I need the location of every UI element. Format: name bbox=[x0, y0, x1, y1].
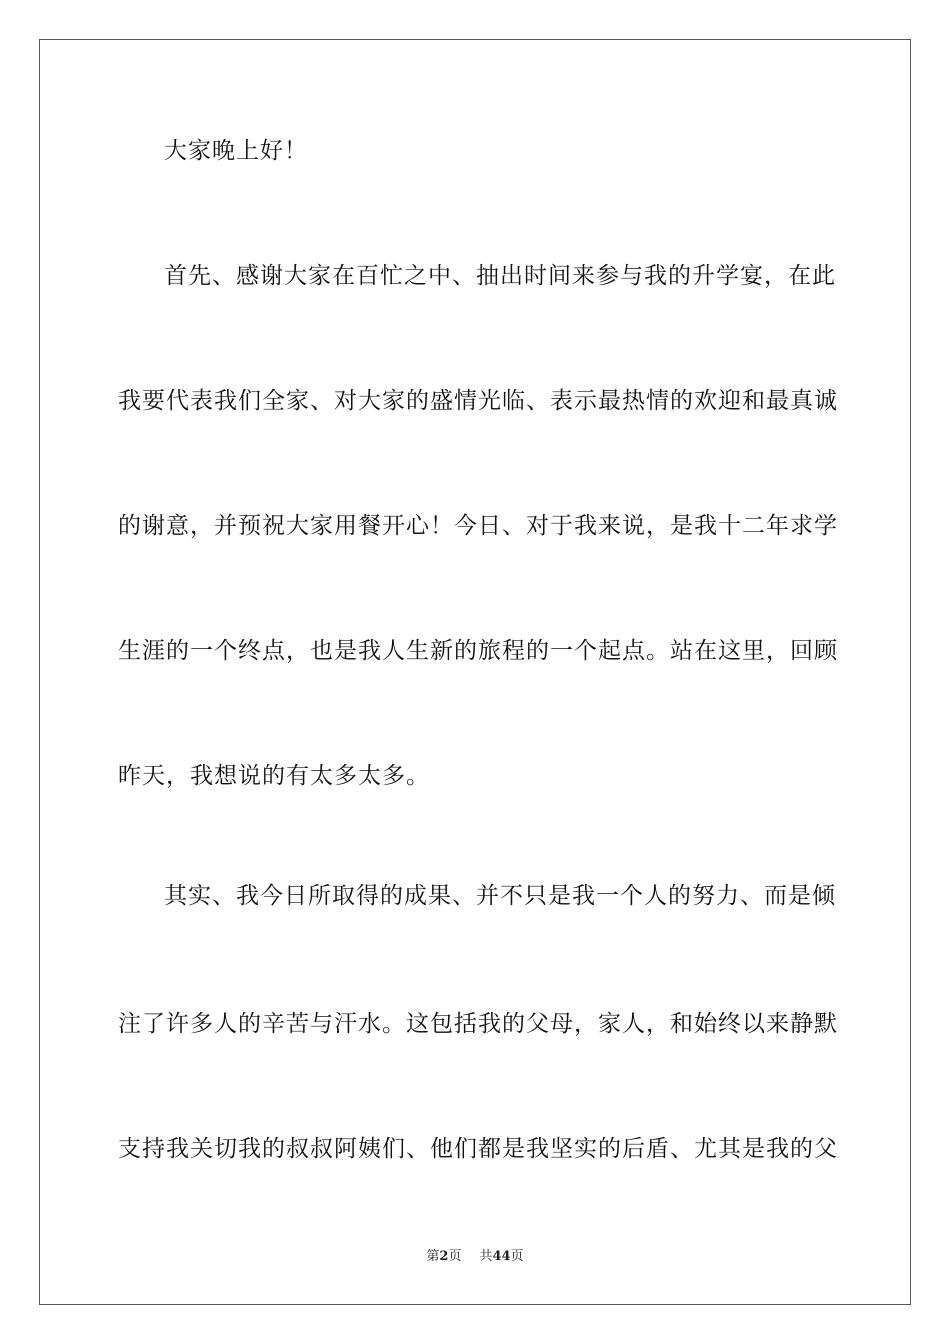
total-suffix: 页 bbox=[510, 1249, 524, 1264]
page-suffix: 页 bbox=[448, 1249, 462, 1264]
total-pages: 44 bbox=[492, 1249, 511, 1264]
text-line-5: 生涯的一个终点，也是我人生新的旅程的一个起点。站在这里，回顾 bbox=[118, 638, 838, 664]
text-line-7: 其实、我今日所取得的成果、并不只是我一个人的努力、而是倾 bbox=[164, 883, 836, 909]
page-number: 2 bbox=[439, 1249, 449, 1264]
text-line-1: 大家晚上好！ bbox=[164, 138, 308, 164]
total-prefix: 共 bbox=[479, 1249, 493, 1264]
text-line-3: 我要代表我们全家、对大家的盛情光临、表示最热情的欢迎和最真诚 bbox=[118, 388, 838, 414]
text-line-6: 昨天，我想说的有太多太多。 bbox=[118, 763, 430, 789]
text-line-8: 注了许多人的辛苦与汗水。这包括我的父母，家人，和始终以来静默 bbox=[118, 1011, 838, 1037]
page-border bbox=[39, 39, 911, 1305]
text-line-9: 支持我关切我的叔叔阿姨们、他们都是我坚实的后盾、尤其是我的父 bbox=[118, 1136, 838, 1162]
page-prefix: 第 bbox=[426, 1249, 440, 1264]
text-line-4: 的谢意，并预祝大家用餐开心！今日、对于我来说，是我十二年求学 bbox=[118, 513, 838, 539]
page-footer bbox=[0, 1248, 950, 1266]
text-line-2: 首先、感谢大家在百忙之中、抽出时间来参与我的升学宴，在此 bbox=[164, 263, 836, 289]
